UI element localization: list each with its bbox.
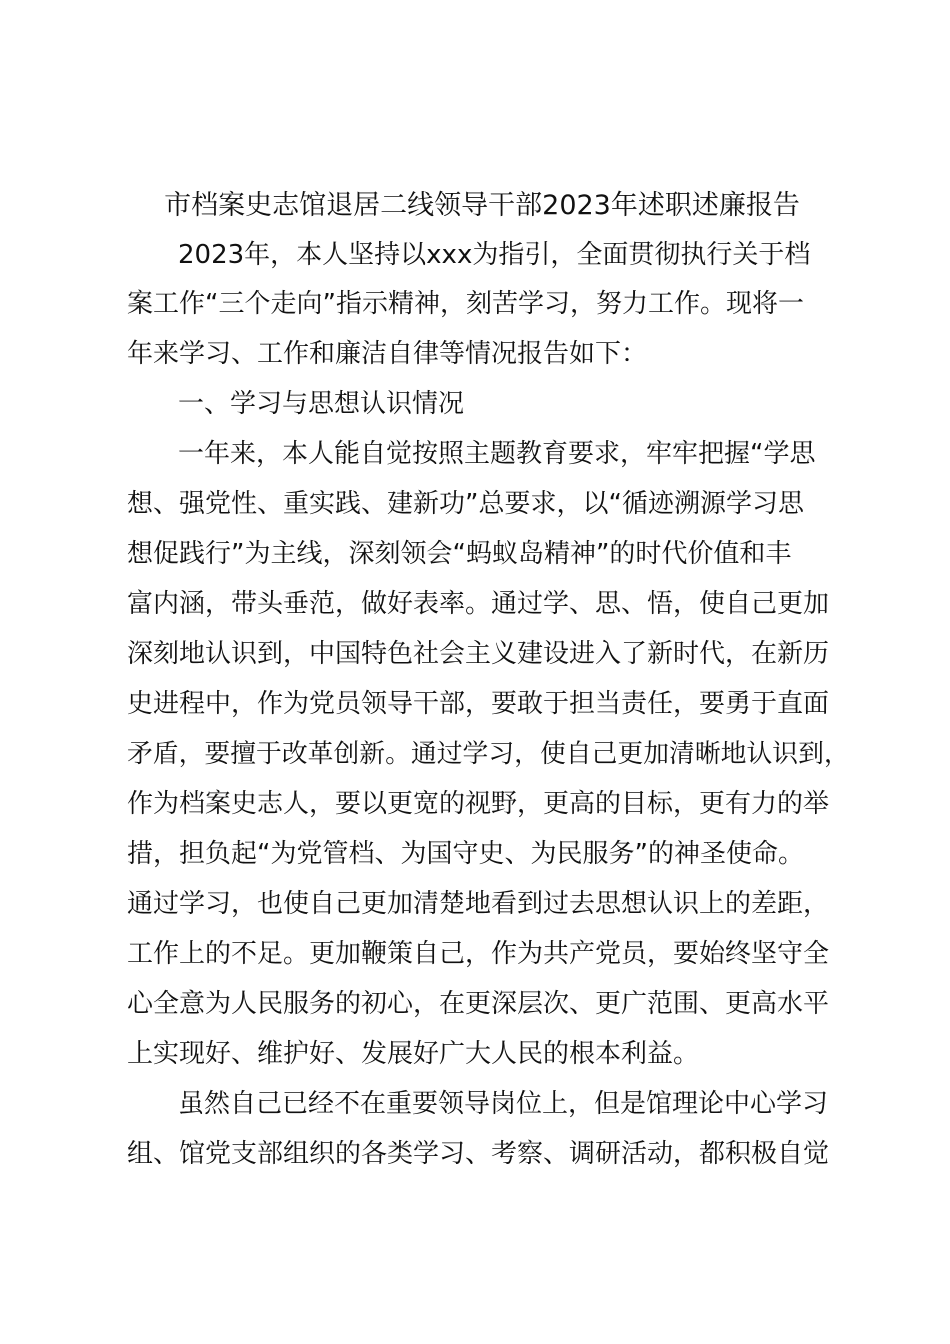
paragraph-line: 史进程中，作为党员领导干部，要敢于担当责任，要勇于直面	[127, 689, 830, 719]
paragraph-line: 组、馆党支部组织的各类学习、考察、调研活动，都积极自觉	[127, 1139, 830, 1169]
section-heading: 一、学习与思想认识情况	[178, 389, 465, 419]
paragraph-line: 案工作“三个走向”指示精神，刻苦学习，努力工作。现将一	[127, 289, 804, 319]
paragraph-line: 富内涵，带头垂范，做好表率。通过学、思、悟，使自己更加	[127, 589, 830, 619]
paragraph-line: 年来学习、工作和廉洁自律等情况报告如下：	[127, 339, 648, 369]
paragraph-line: 2023年，本人坚持以xxx为指引，全面贯彻执行关于档	[178, 240, 811, 270]
paragraph-line: 通过学习，也使自己更加清楚地看到过去思想认识上的差距，	[127, 889, 830, 919]
paragraph-line: 想、强党性、重实践、建新功”总要求，以“循迹溯源学习思	[127, 489, 804, 519]
paragraph-line: 措，担负起“为党管档、为国守史、为民服务”的神圣使命。	[127, 839, 804, 869]
paragraph-line: 上实现好、维护好、发展好广大人民的根本利益。	[127, 1039, 700, 1069]
paragraph-line: 虽然自己已经不在重要领导岗位上，但是馆理论中心学习	[178, 1089, 829, 1119]
paragraph-line: 心全意为人民服务的初心，在更深层次、更广范围、更高水平	[127, 989, 830, 1019]
paragraph-line: 工作上的不足。更加鞭策自己，作为共产党员，要始终坚守全	[127, 939, 830, 969]
paragraph-line: 想促践行”为主线，深刻领会“蚂蚁岛精神”的时代价值和丰	[127, 539, 792, 569]
document-title: 市档案史志馆退居二线领导干部2023年述职述廉报告	[164, 190, 800, 221]
paragraph-line: 作为档案史志人，要以更宽的视野，更高的目标，更有力的举	[127, 789, 830, 819]
paragraph-line: 深刻地认识到，中国特色社会主义建设进入了新时代，在新历	[127, 639, 830, 669]
paragraph-line: 矛盾，要擅于改革创新。通过学习，使自己更加清晰地认识到，	[127, 739, 850, 769]
paragraph-line: 一年来，本人能自觉按照主题教育要求，牢牢把握“学思	[178, 439, 816, 469]
